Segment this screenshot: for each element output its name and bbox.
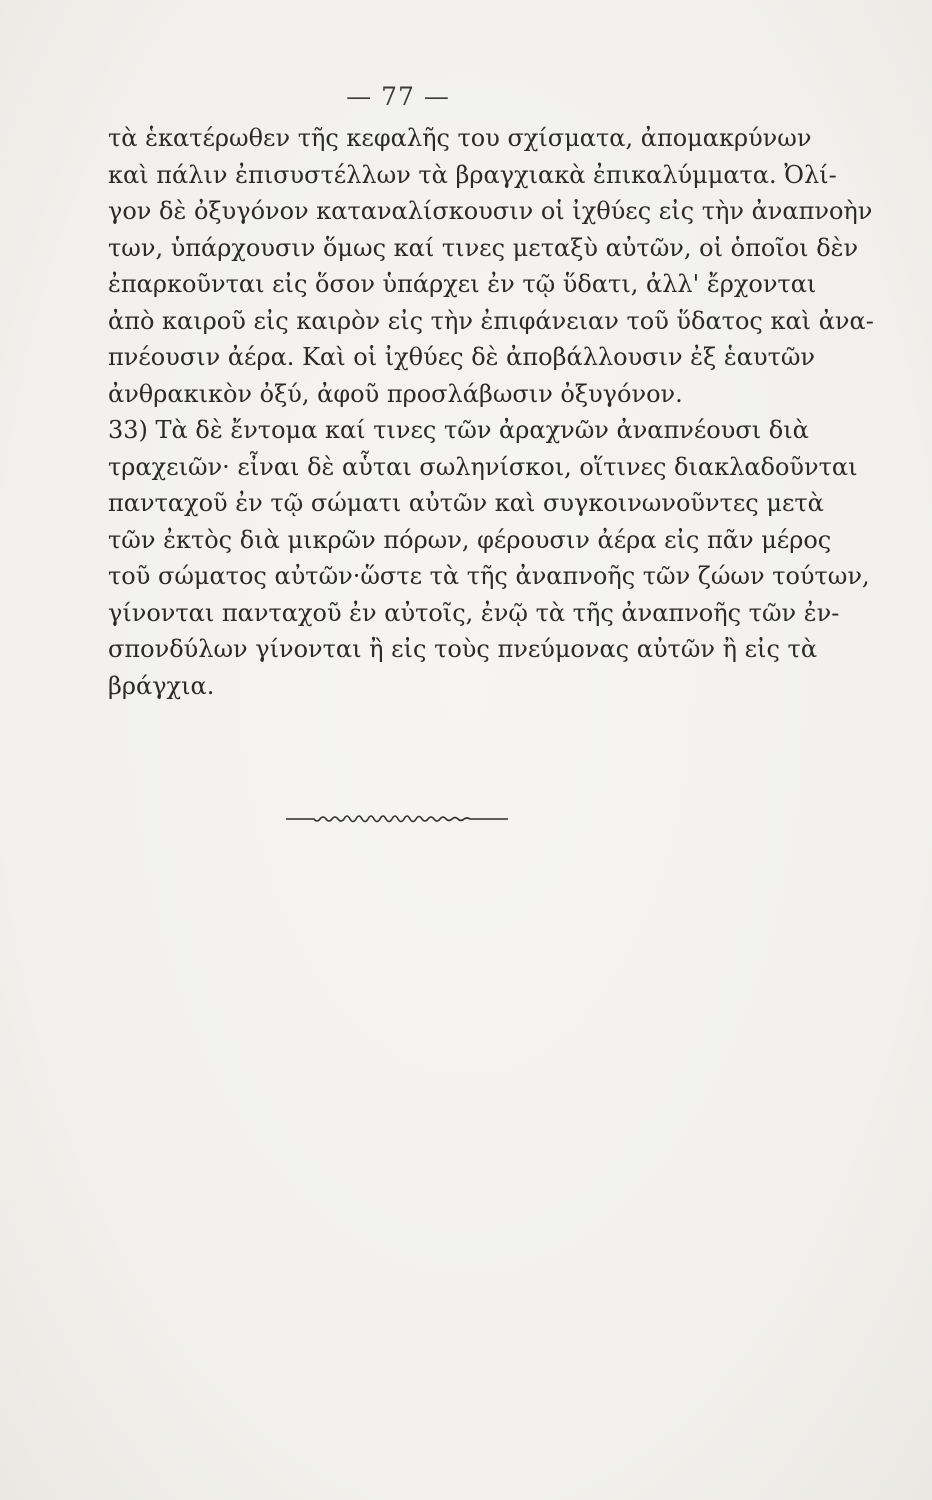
page-number: — 77 —	[346, 82, 450, 111]
body-text	[108, 120, 874, 704]
text-line: πνέουσιν ἀέρα. Καὶ οἱ ἰχθύες δὲ ἀποβάλλουσιν ἐξ ἑαυτῶν	[108, 343, 816, 371]
text-line: 33) Τὰ δὲ ἔντομα καί τινες τῶν ἀραχνῶν ἀναπνέουσι διὰ	[108, 416, 809, 444]
text-line: καὶ πάλιν ἐπισυστέλλων τὰ βραγχιακὰ ἐπικαλύμματα. Ὀλί-	[108, 160, 837, 189]
text-line: ἀπὸ καιροῦ εἰς καιρὸν εἰς τὴν ἐπιφάνειαν τοῦ ὕδατος καὶ ἀνα-	[108, 306, 874, 335]
text-line: των, ὑπάρχουσιν ὅμως καί τινες μεταξὺ αὐτῶν, οἱ ὁποῖοι δὲν	[108, 233, 859, 262]
paragraph-1	[108, 120, 874, 412]
text-line: πανταχοῦ ἐν τῷ σώματι αὐτῶν καὶ συγκοινωνοῦντες μετὰ	[108, 489, 824, 517]
paragraph-2	[108, 412, 870, 704]
text-line: γον δὲ ὀξυγόνον καταναλίσκουσιν οἱ ἰχθύες εἰς τὴν ἀναπνοὴν	[108, 197, 873, 225]
text-line: ἀνθρακικὸν ὀξύ, ἀφοῦ προσλάβωσιν ὀξυγόνον.	[108, 379, 683, 408]
text-line: γίνονται πανταχοῦ ἐν αὐτοῖς, ἐνῷ τὰ τῆς ἀναπνοῆς τῶν ἐν-	[108, 598, 840, 627]
text-line: τοῦ σώματος αὐτῶν·ὥστε τὰ τῆς ἀναπνοῆς τῶν ζώων τούτων,	[108, 562, 870, 590]
text-line: βράγχια.	[108, 671, 215, 700]
text-line: τὰ ἑκατέρωθεν τῆς κεφαλῆς του σχίσματα, ἀπομακρύνων	[108, 124, 812, 152]
wavy-divider-ornament	[286, 810, 508, 826]
text-line: τῶν ἐκτὸς διὰ μικρῶν πόρων, φέρουσιν ἀέρα εἰς πᾶν μέρος	[108, 525, 832, 554]
text-line: σπονδύλων γίνονται ἢ εἰς τοὺς πνεύμονας αὐτῶν ἢ εἰς τὰ	[108, 635, 818, 663]
text-line: τραχειῶν· εἶναι δὲ αὗται σωληνίσκοι, οἵτινες διακλαδοῦνται	[108, 452, 858, 481]
text-line: ἐπαρκοῦνται εἰς ὅσον ὑπάρχει ἐν τῷ ὕδατι, ἀλλ' ἔρχονται	[108, 270, 817, 298]
